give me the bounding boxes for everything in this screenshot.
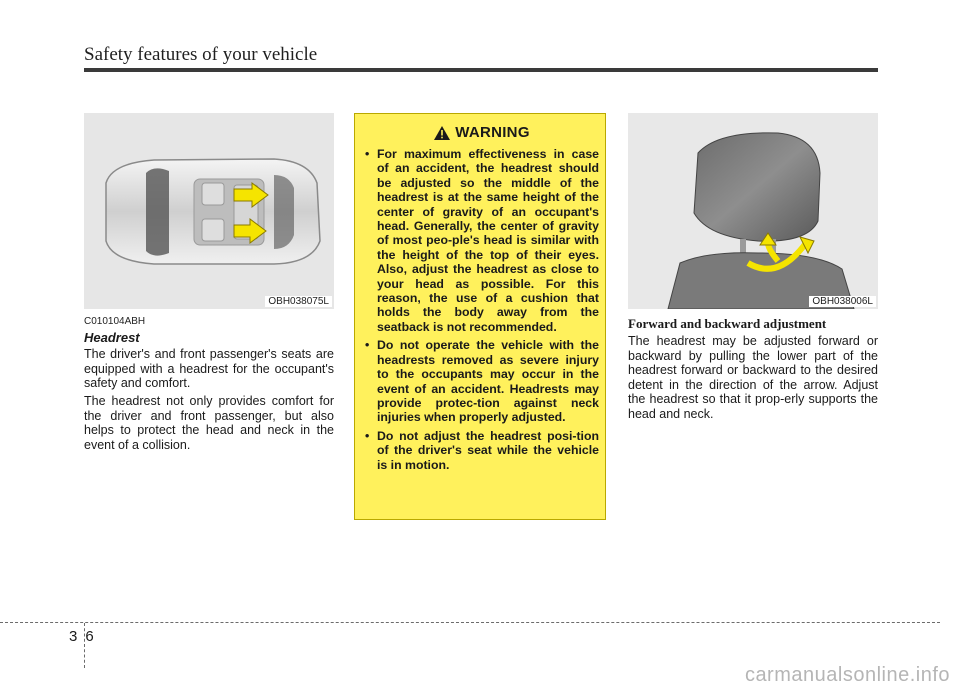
warning-box	[354, 113, 606, 520]
headrest-figure	[628, 113, 878, 309]
body-paragraph: The headrest may be adjusted forward or backward by pulling the lower part of the headrest forward or backward to the desired detent in the direction of the arrow. Adjust the headrest so that it prop-erly supports the head and neck.	[628, 334, 878, 421]
warning-triangle-icon	[434, 126, 450, 140]
warning-item: • Do not operate the vehicle with the headrests removed as severe injury to the occupants may occur in the event of an accident. Headrests may provide protec-tion against neck injuries when properly adjusted.	[365, 338, 599, 424]
page-header-title: Safety features of your vehicle	[84, 44, 318, 65]
section-code: C010104ABH	[84, 316, 146, 327]
header-rule	[84, 68, 878, 72]
body-paragraph: The driver's and front passenger's seats are equipped with a headrest for the occupant's safety and comfort.	[84, 347, 334, 390]
warning-title: WARNING	[455, 124, 530, 141]
figure-code-label: OBH038006L	[809, 296, 876, 307]
figure-code-label: OBH038075L	[265, 296, 332, 307]
section-heading: Headrest	[84, 330, 140, 345]
car-topview-figure	[84, 113, 334, 309]
site-watermark: carmanualsonline.info	[744, 664, 950, 686]
headrest-illustration	[628, 113, 878, 309]
adjustment-heading: Forward and backward adjustment	[628, 316, 827, 331]
footer-rule	[0, 622, 940, 623]
car-topview-illustration	[84, 113, 334, 309]
warning-list	[365, 147, 599, 472]
warning-item: • For maximum effectiveness in case of an accident, the headrest should be adjusted so the middle of the headrest is at the same height of the center of gravity of an occupant's head. Generally, the center of gravity of most peo-ple's head is similar with the height of the top of their eyes. Also, adjust the headrest as close to your head as possible. For this reason, the use of a cushion that holds the body away from the seatback is not recommended.	[365, 147, 599, 334]
body-paragraph: The headrest not only provides comfort for the driver and front passenger, but also helps to protect the head and neck in the event of a collision.	[84, 394, 334, 452]
page-number: 36	[69, 628, 102, 645]
warning-item: • Do not adjust the headrest posi-tion of the driver's seat while the vehicle is in motion.	[365, 429, 599, 472]
warning-header	[365, 124, 599, 141]
